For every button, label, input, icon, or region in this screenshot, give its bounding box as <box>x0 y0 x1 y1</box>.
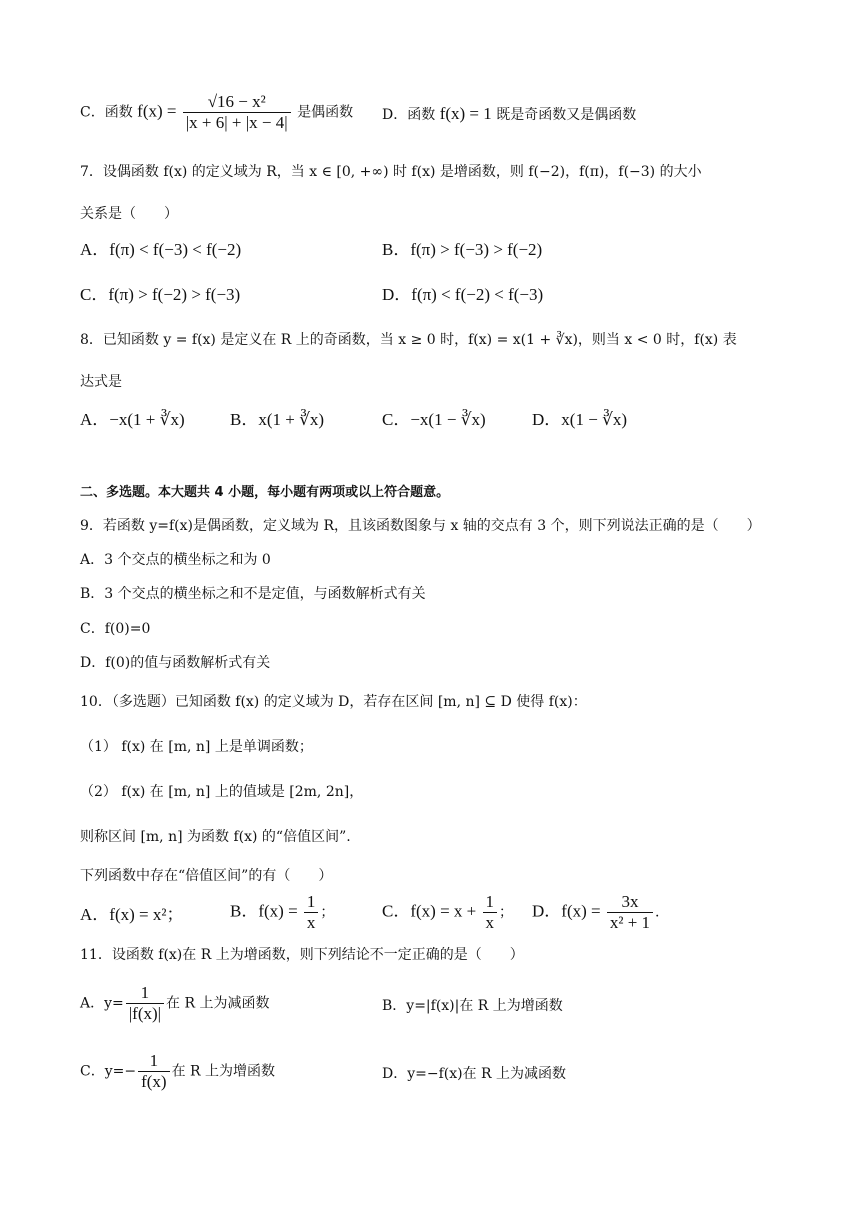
q8-option-b: B．x(1 + ∛x) <box>230 410 325 429</box>
q10-option-a: A．f(x) = x²； <box>80 905 184 924</box>
q7-option-c: C．f(π) > f(−2) > f(−3) <box>80 285 241 304</box>
q7-stem-line2: 关系是（ ） <box>80 206 178 222</box>
q7-option-a: A．f(π) < f(−3) < f(−2) <box>80 240 242 259</box>
q10-option-c-fraction <box>483 892 498 933</box>
q11-option-c <box>80 1051 275 1092</box>
q11-option-a <box>80 983 270 1024</box>
q7-option-d: D．f(π) < f(−2) < f(−3) <box>382 285 544 304</box>
q9-option-b: B．3 个交点的横坐标之和不是定值，与函数解析式有关 <box>80 586 426 602</box>
q10-option-b-denominator: x <box>304 912 319 933</box>
q10-option-d-numerator: 3x <box>621 892 639 911</box>
q6-option-c <box>80 92 353 133</box>
q11-option-b: B．y=|f(x)|在 R 上为增函数 <box>382 998 563 1014</box>
q11-option-c-denominator: f(x) <box>138 1071 169 1092</box>
q10-option-c-numerator: 1 <box>485 892 494 911</box>
section-heading: 二、多选题。本大题共 4 小题，每小题有两项或以上符合题意。 <box>80 485 450 500</box>
q10-condition-2: （2） f(x) 在 [m, n] 上的值域是 [2m, 2n]， <box>80 784 364 800</box>
q7-stem-line1: 7．设偶函数 f(x) 的定义域为 R，当 x ∈ [0, +∞) 时 f(x) 是增函数，则 f(−2)，f(π)，f(−3) 的大小 <box>80 164 702 180</box>
q8-stem-line1: 8．已知函数 y = f(x) 是定义在 R 上的奇函数，当 x ≥ 0 时，f(x) = x(1 + ∛x)，则当 x < 0 时，f(x) 表 <box>80 332 737 348</box>
q11-option-c-prefix: C．y=− <box>80 1063 137 1080</box>
q6-option-c-prefix: C．函数 <box>80 104 138 121</box>
q10-option-d-suffix: . <box>655 904 660 921</box>
q8-option-c: C．−x(1 − ∛x) <box>382 410 486 429</box>
q11-option-c-numerator: 1 <box>149 1051 159 1070</box>
q6-option-c-suffix: 是偶函数 <box>292 104 354 121</box>
q11-stem: 11．设函数 f(x)在 R 上为增函数，则下列结论不一定正确的是（ ） <box>80 947 524 963</box>
q10-option-c <box>382 892 513 933</box>
q11-option-a-prefix: A．y= <box>80 995 124 1012</box>
q6-option-c-fraction <box>183 92 291 133</box>
q10-option-b-fraction <box>304 892 319 933</box>
q10-option-d <box>532 892 660 933</box>
q8-stem-line2: 达式是 <box>80 374 122 390</box>
q10-option-b <box>230 892 334 933</box>
q11-option-d: D．y=−f(x)在 R 上为减函数 <box>382 1066 567 1082</box>
q6-option-c-lhs: f(x) = <box>137 101 181 121</box>
q6-option-d-prefix: D．函数 <box>382 107 440 123</box>
q6-option-d-suffix: 既是奇函数又是偶函数 <box>491 107 637 123</box>
q7-option-b: B．f(π) > f(−3) > f(−2) <box>382 240 543 259</box>
q11-option-a-numerator: 1 <box>140 983 150 1002</box>
q10-option-c-prefix: C．f(x) = x + <box>382 901 481 921</box>
q6-option-d <box>382 104 636 125</box>
q10-option-b-numerator: 1 <box>306 892 316 911</box>
q10-question: 下列函数中存在“倍值区间”的有（ ） <box>80 868 333 884</box>
q6-option-d-math: f(x) = 1 <box>439 104 492 123</box>
q10-option-c-denominator: x <box>483 912 498 933</box>
q11-option-c-suffix: 在 R 上为增函数 <box>171 1063 276 1080</box>
q8-option-a: A．−x(1 + ∛x) <box>80 410 185 429</box>
q9-option-a: A．3 个交点的横坐标之和为 0 <box>80 552 271 568</box>
q11-option-c-fraction <box>138 1051 169 1092</box>
q10-option-b-suffix: ； <box>320 904 335 921</box>
q11-option-a-suffix: 在 R 上为减函数 <box>166 995 270 1012</box>
q6-option-c-denominator: |x + 6| + |x − 4| <box>183 112 291 133</box>
q9-option-c: C．f(0)=0 <box>80 621 151 637</box>
q11-option-a-fraction <box>126 983 164 1024</box>
q10-condition-1: （1） f(x) 在 [m, n] 上是单调函数； <box>80 739 313 755</box>
q9-option-d: D．f(0)的值与函数解析式有关 <box>80 655 271 671</box>
q10-definition: 则称区间 [m, n] 为函数 f(x) 的“倍值区间”. <box>80 829 351 845</box>
q10-option-d-denominator: x² + 1 <box>607 912 653 933</box>
q10-option-d-prefix: D．f(x) = <box>532 901 605 921</box>
q10-stem: 10．（多选题）已知函数 f(x) 的定义域为 D，若存在区间 [m, n] ⊆ D 使得 f(x)： <box>80 694 587 710</box>
q8-option-d: D．x(1 − ∛x) <box>532 410 628 429</box>
q10-option-d-fraction <box>607 892 653 933</box>
q9-stem: 9．若函数 y=f(x)是偶函数，定义域为 R，且该函数图象与 x 轴的交点有 3 个，则下列说法正确的是（ ） <box>80 518 761 534</box>
q11-option-a-denominator: |f(x)| <box>126 1003 164 1024</box>
q6-option-c-numerator: √16 − x² <box>207 92 266 111</box>
q10-option-c-suffix: ； <box>499 904 513 921</box>
q10-option-b-prefix: B．f(x) = <box>230 901 302 921</box>
